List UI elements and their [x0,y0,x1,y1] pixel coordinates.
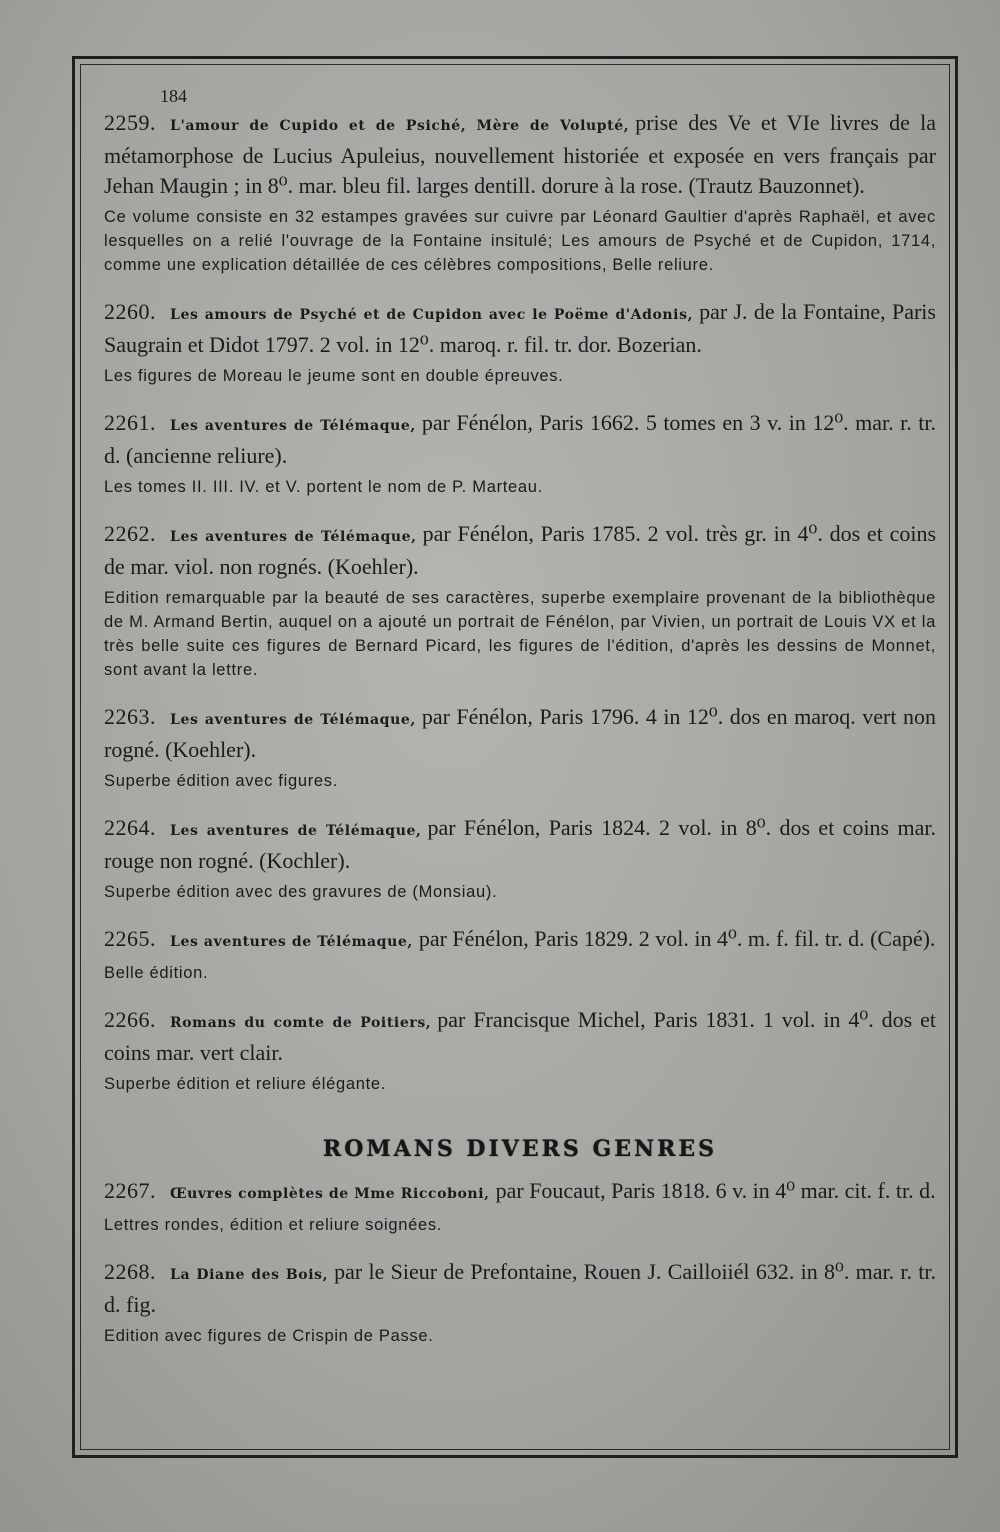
entry-heading [104,1005,936,1068]
entry-note: Belle édition. [104,964,209,982]
entry-note: Les tomes II. III. IV. et V. portent le nom de P. Marteau. [104,478,543,496]
entry-title: Œuvres complètes de Mme Riccoboni, [170,1186,490,1202]
entry-note: Superbe édition avec des gravures de (Monsiau). [104,883,498,901]
entry-title: Les aventures de Télémaque, [170,823,422,839]
entry-description: par le Sieur de Prefontaine, Rouen J. Cailloiiél 632. in 8⁰. mar. r. tr. d. fig. [104,1259,936,1317]
catalog-entry [104,702,936,793]
entry-note: Edition remarquable par la beauté de ses caractères, superbe exemplaire provenant de la bibliothèque de M. Armand Bertin, auquel on a ajouté un portrait de Fénélon, par Vivien, un portrait de Louis VX et la très belle suite ces figures de Bernard Picard, les figures de l'édition, d'après les dessins de Monnet, sont avant la lettre. [104,589,936,679]
entry-heading [104,1176,936,1209]
page-content [104,84,936,1368]
entry-title: Romans du comte de Poitiers, [170,1015,432,1031]
entry-note: Superbe édition avec figures. [104,772,339,790]
entry-note: Lettres rondes, édition et reliure soignées. [104,1216,443,1234]
section-heading: ROMANS DIVERS GENRES [322,1136,718,1162]
entry-description: par Fénélon, Paris 1796. 4 in 12⁰. dos en maroq. vert non rogné. (Koehler). [104,704,936,762]
entry-number: 2262. [104,521,156,546]
entries-after-section [104,1176,936,1348]
entry-title: Les aventures de Télémaque, [170,712,416,728]
entry-heading [104,813,936,876]
entry-heading [104,108,936,201]
entry-number: 2259. [104,110,156,135]
catalog-entry [104,408,936,499]
entry-heading [104,408,936,471]
entry-heading [104,519,936,582]
entry-number: 2260. [104,299,156,324]
entry-note: Superbe édition et reliure élégante. [104,1075,387,1093]
entry-description: par Fénélon, Paris 1824. 2 vol. in 8⁰. dos et coins mar. rouge non rogné. (Kochler). [104,815,936,873]
entry-title: Les aventures de Télémaque, [170,418,416,434]
entry-title: Les aventures de Télémaque, [170,529,417,545]
entry-description: par Fénélon, Paris 1829. 2 vol. in 4⁰. m. f. fil. tr. d. (Capé). [418,926,936,951]
page-number: 184 [160,86,187,106]
entry-number: 2268. [104,1259,156,1284]
entry-description: par Fénélon, Paris 1785. 2 vol. très gr. in 4⁰. dos et coins de mar. viol. non rognés. (Koehler). [104,521,937,579]
catalog-entry [104,1257,936,1348]
entry-heading [104,924,936,957]
entry-note: Ce volume consiste en 32 estampes gravées sur cuivre par Léonard Gaultier d'après Raphaël, et avec lesquelles on a relié l'ouvrage de la Fontaine insitulé; Les amours de Psyché et de Cupidon, 1714, comme une explication détaillée de ces célèbres compositions, Belle reliure. [104,208,936,274]
entry-title: L'amour de Cupido et de Psiché, Mère de Volupté, [170,118,630,134]
entry-description: par J. de la Fontaine, Paris Saugrain et Didot 1797. 2 vol. in 12⁰. maroq. r. fil. tr. dor. Bozerian. [104,299,936,357]
entry-description: par Foucaut, Paris 1818. 6 v. in 4⁰ mar. cit. f. tr. d. [495,1178,936,1203]
catalog-entry [104,1005,936,1096]
entry-number: 2266. [104,1007,156,1032]
entry-description: par Francisque Michel, Paris 1831. 1 vol. in 4⁰. dos et coins mar. vert clair. [104,1007,936,1065]
catalog-entry [104,519,936,682]
entry-number: 2267. [104,1178,156,1203]
entry-number: 2265. [104,926,156,951]
entry-description: prise des Ve et VIe livres de la métamorphose de Lucius Apuleius, nouvellement historiée et exposée en vers français par Jehan Maugin ; in 8⁰. mar. bleu fil. larges dentill. dorure à la rose. (Trautz Bauzonnet). [104,110,936,198]
catalog-entry [104,1176,936,1237]
entry-number: 2264. [104,815,156,840]
entry-number: 2261. [104,410,156,435]
entry-title: Les aventures de Télémaque, [170,934,413,950]
entry-heading [104,702,936,765]
entry-description: par Fénélon, Paris 1662. 5 tomes en 3 v. in 12⁰. mar. r. tr. d. (ancienne reliure). [104,410,936,468]
entry-title: Les amours de Psyché et de Cupidon avec le Poëme d'Adonis, [170,307,694,323]
entry-note: Edition avec figures de Crispin de Passe. [104,1327,434,1345]
entry-heading [104,1257,936,1320]
catalog-entry [104,924,936,985]
catalog-entry [104,813,936,904]
catalog-entry [104,108,936,277]
entry-number: 2263. [104,704,156,729]
catalog-entry [104,297,936,388]
entry-heading [104,297,936,360]
entry-title: La Diane des Bois, [170,1267,329,1283]
entries-before-section [104,108,936,1096]
entry-note: Les figures de Moreau le jeume sont en double épreuves. [104,367,564,385]
